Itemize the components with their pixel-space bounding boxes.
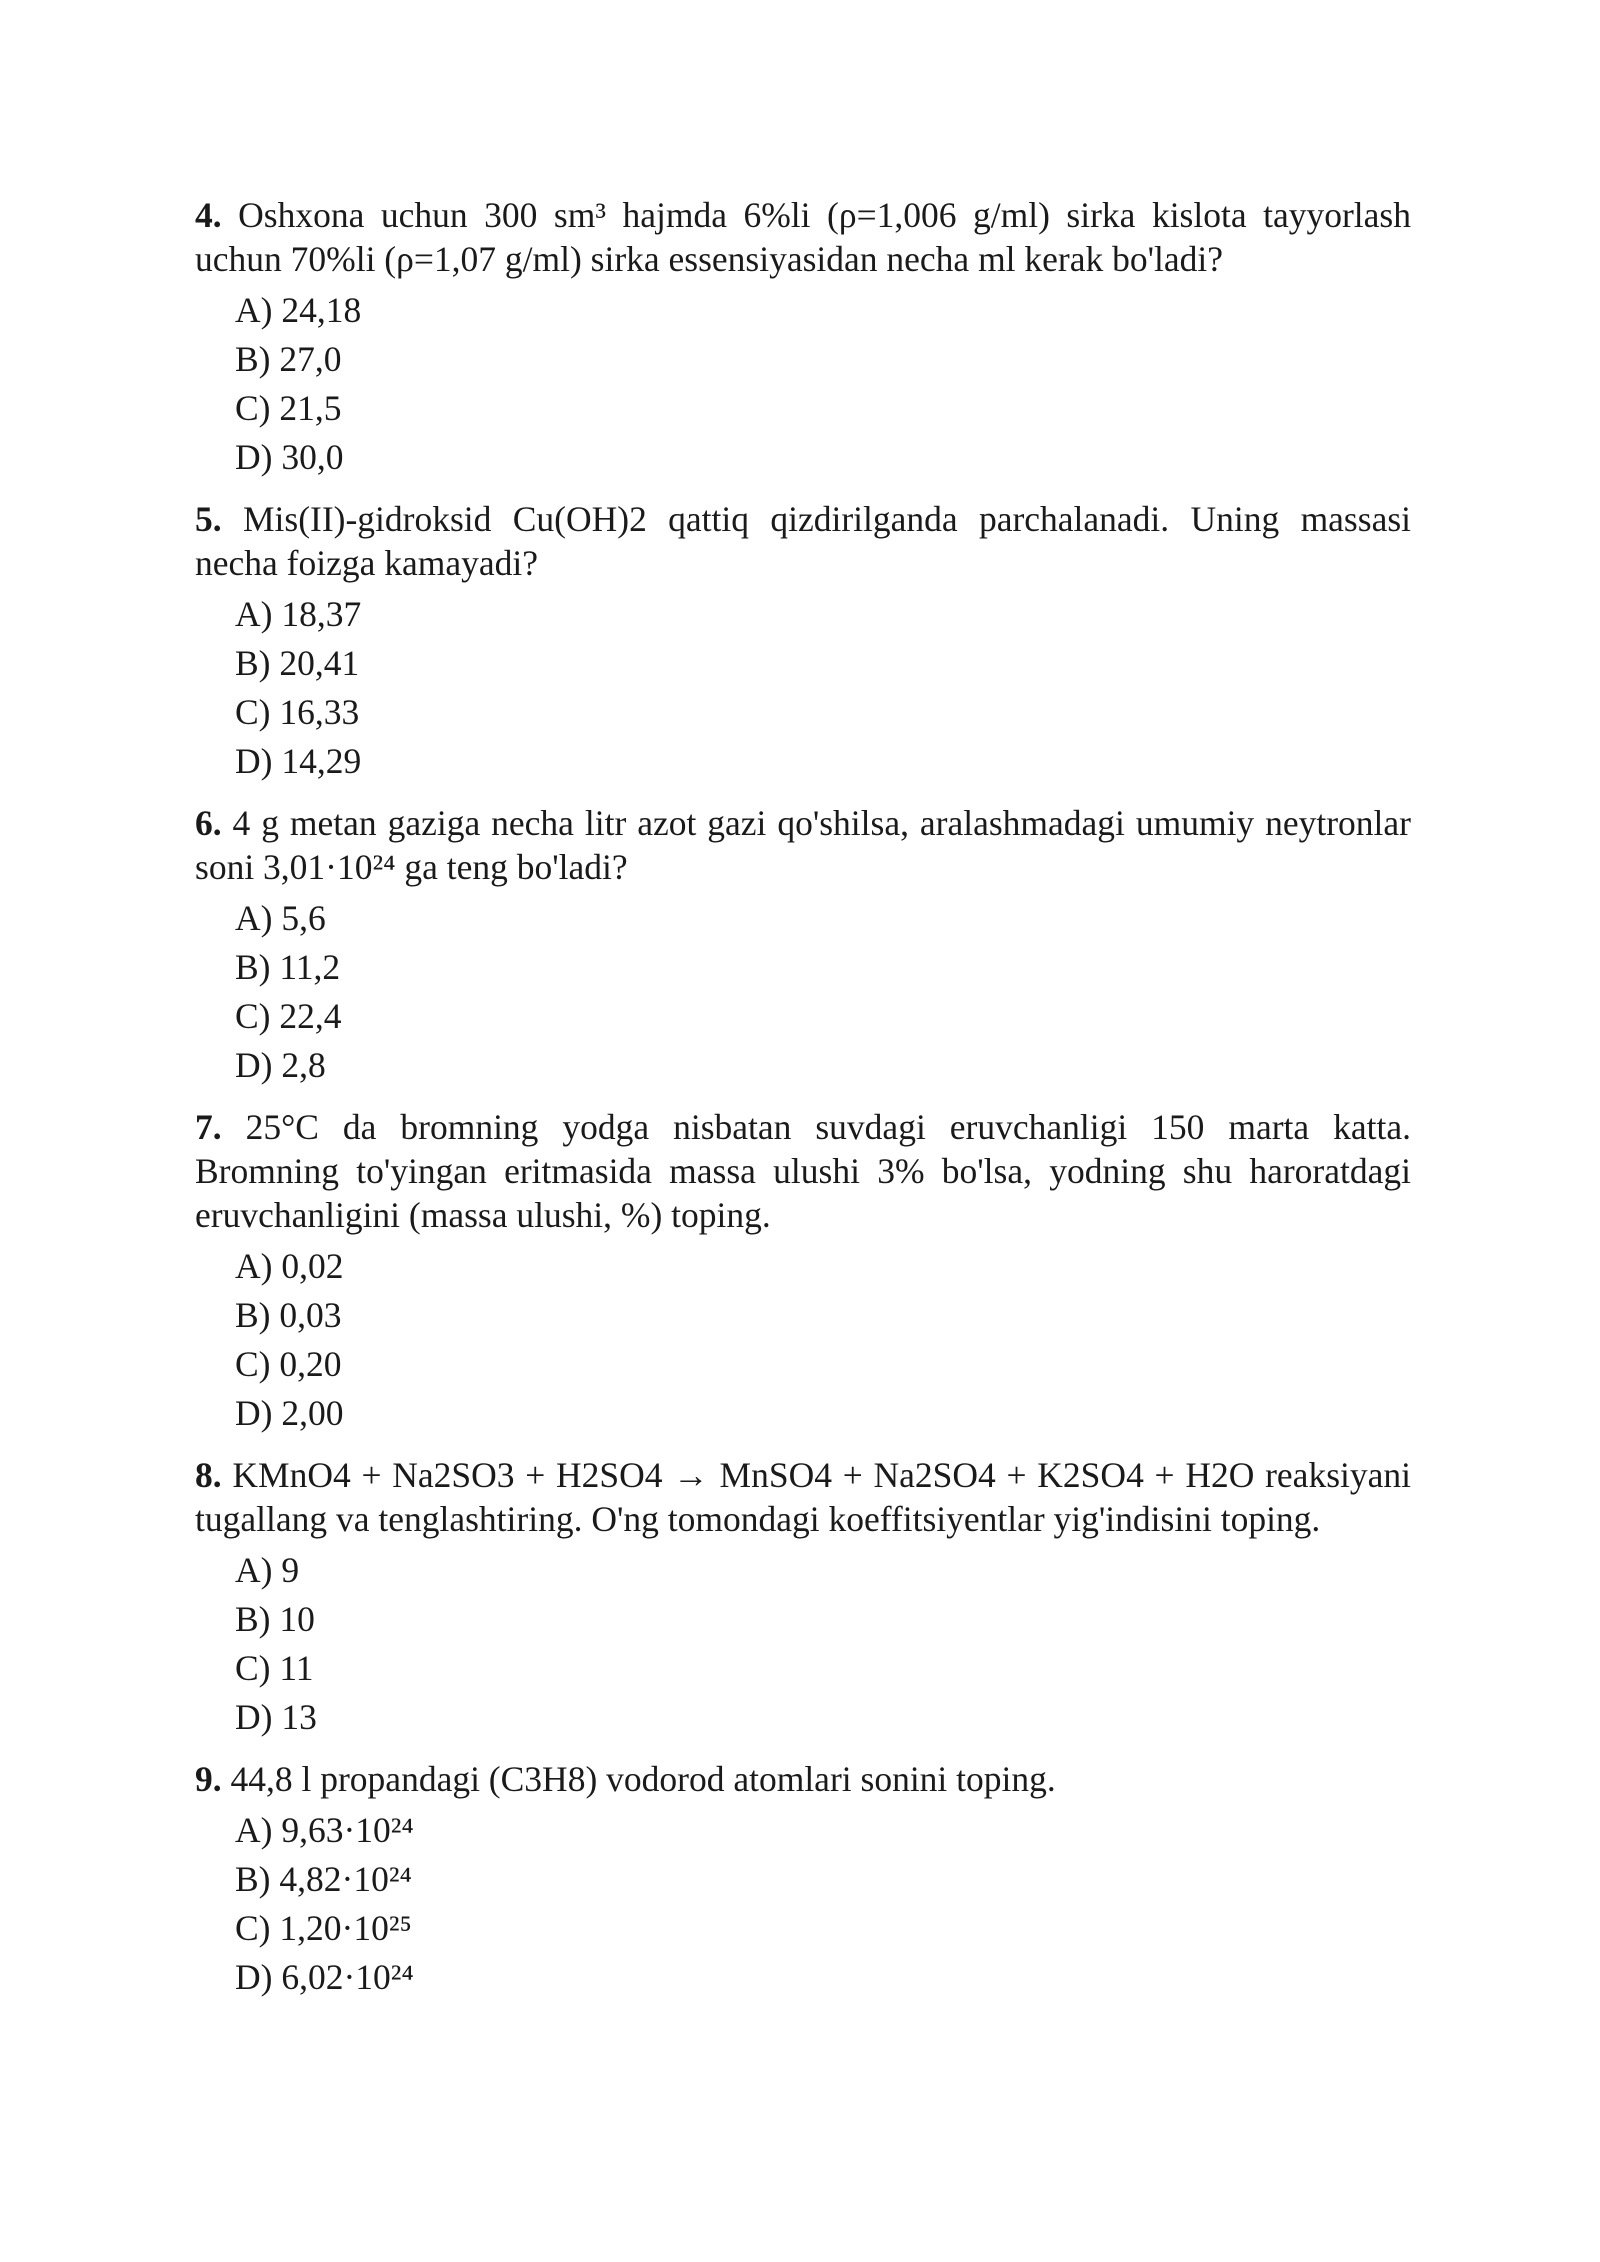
option-d[interactable]: D) 13 (235, 1697, 317, 1737)
question-body: 25°C da bromning yodga nisbatan suvdagi eruvchanligi 150 marta katta. Bromning to'yingan eritmasida massa ulushi 3% bo'lsa, yodning shu haroratdagi eruvchanligini (massa ulushi, %) toping. (195, 1107, 1411, 1235)
option-b[interactable]: B) 10 (235, 1599, 315, 1639)
option-a[interactable]: A) 18,37 (235, 594, 362, 634)
question-text (195, 1757, 1411, 1801)
option-c[interactable]: C) 11 (235, 1648, 314, 1688)
option-a[interactable]: A) 5,6 (235, 898, 326, 938)
option-d[interactable]: D) 30,0 (235, 437, 344, 477)
option-a[interactable]: A) 9,63·10²⁴ (235, 1810, 414, 1850)
option-d[interactable]: D) 6,02·10²⁴ (235, 1957, 414, 1997)
option-a[interactable]: A) 9 (235, 1550, 300, 1590)
question-body: 4 g metan gaziga necha litr azot gazi qo'shilsa, aralashmadagi umumiy neytronlar soni 3,01·10²⁴ ga teng bo'ladi? (195, 803, 1411, 887)
question-number: 8. (195, 1455, 222, 1495)
answer-options (195, 1806, 1411, 2002)
question-number: 7. (195, 1107, 222, 1147)
test-page (195, 193, 1411, 2017)
question-9 (195, 1757, 1411, 2002)
question-5 (195, 497, 1411, 786)
option-b[interactable]: B) 11,2 (235, 947, 341, 987)
answer-options (195, 286, 1411, 482)
question-6 (195, 801, 1411, 1090)
option-d[interactable]: D) 2,8 (235, 1045, 326, 1085)
option-a[interactable]: A) 0,02 (235, 1246, 344, 1286)
question-text (195, 497, 1411, 585)
question-4 (195, 193, 1411, 482)
question-body: KMnO4 + Na2SO3 + H2SO4 → MnSO4 + Na2SO4 + K2SO4 + H2O reaksiyani tugallang va tenglashtiring. O'ng tomondagi koeffitsiyentlar yig'indisini toping. (195, 1455, 1411, 1539)
question-number: 4. (195, 195, 222, 235)
option-c[interactable]: C) 22,4 (235, 996, 342, 1036)
question-7 (195, 1105, 1411, 1438)
option-b[interactable]: B) 0,03 (235, 1295, 342, 1335)
question-text (195, 193, 1411, 281)
answer-options (195, 894, 1411, 1090)
question-number: 6. (195, 803, 222, 843)
question-body: Mis(II)-gidroksid Cu(OH)2 qattiq qizdirilganda parchalanadi. Uning massasi necha foizga kamayadi? (195, 499, 1411, 583)
option-b[interactable]: B) 27,0 (235, 339, 342, 379)
answer-options (195, 590, 1411, 786)
question-text (195, 1453, 1411, 1541)
option-b[interactable]: B) 4,82·10²⁴ (235, 1859, 412, 1899)
option-c[interactable]: C) 0,20 (235, 1344, 342, 1384)
option-d[interactable]: D) 2,00 (235, 1393, 344, 1433)
option-b[interactable]: B) 20,41 (235, 643, 360, 683)
option-c[interactable]: C) 1,20·10²⁵ (235, 1908, 412, 1948)
option-c[interactable]: C) 16,33 (235, 692, 360, 732)
question-body: Oshxona uchun 300 sm³ hajmda 6%li (ρ=1,006 g/ml) sirka kislota tayyorlash uchun 70%li (ρ=1,07 g/ml) sirka essensiyasidan necha ml kerak bo'ladi? (195, 195, 1411, 279)
question-number: 9. (195, 1759, 222, 1799)
answer-options (195, 1242, 1411, 1438)
question-body: 44,8 l propandagi (C3H8) vodorod atomlari sonini toping. (221, 1759, 1056, 1799)
question-number: 5. (195, 499, 222, 539)
option-d[interactable]: D) 14,29 (235, 741, 362, 781)
answer-options (195, 1546, 1411, 1742)
option-a[interactable]: A) 24,18 (235, 290, 362, 330)
question-text (195, 801, 1411, 889)
question-text (195, 1105, 1411, 1237)
option-c[interactable]: C) 21,5 (235, 388, 342, 428)
question-8 (195, 1453, 1411, 1742)
